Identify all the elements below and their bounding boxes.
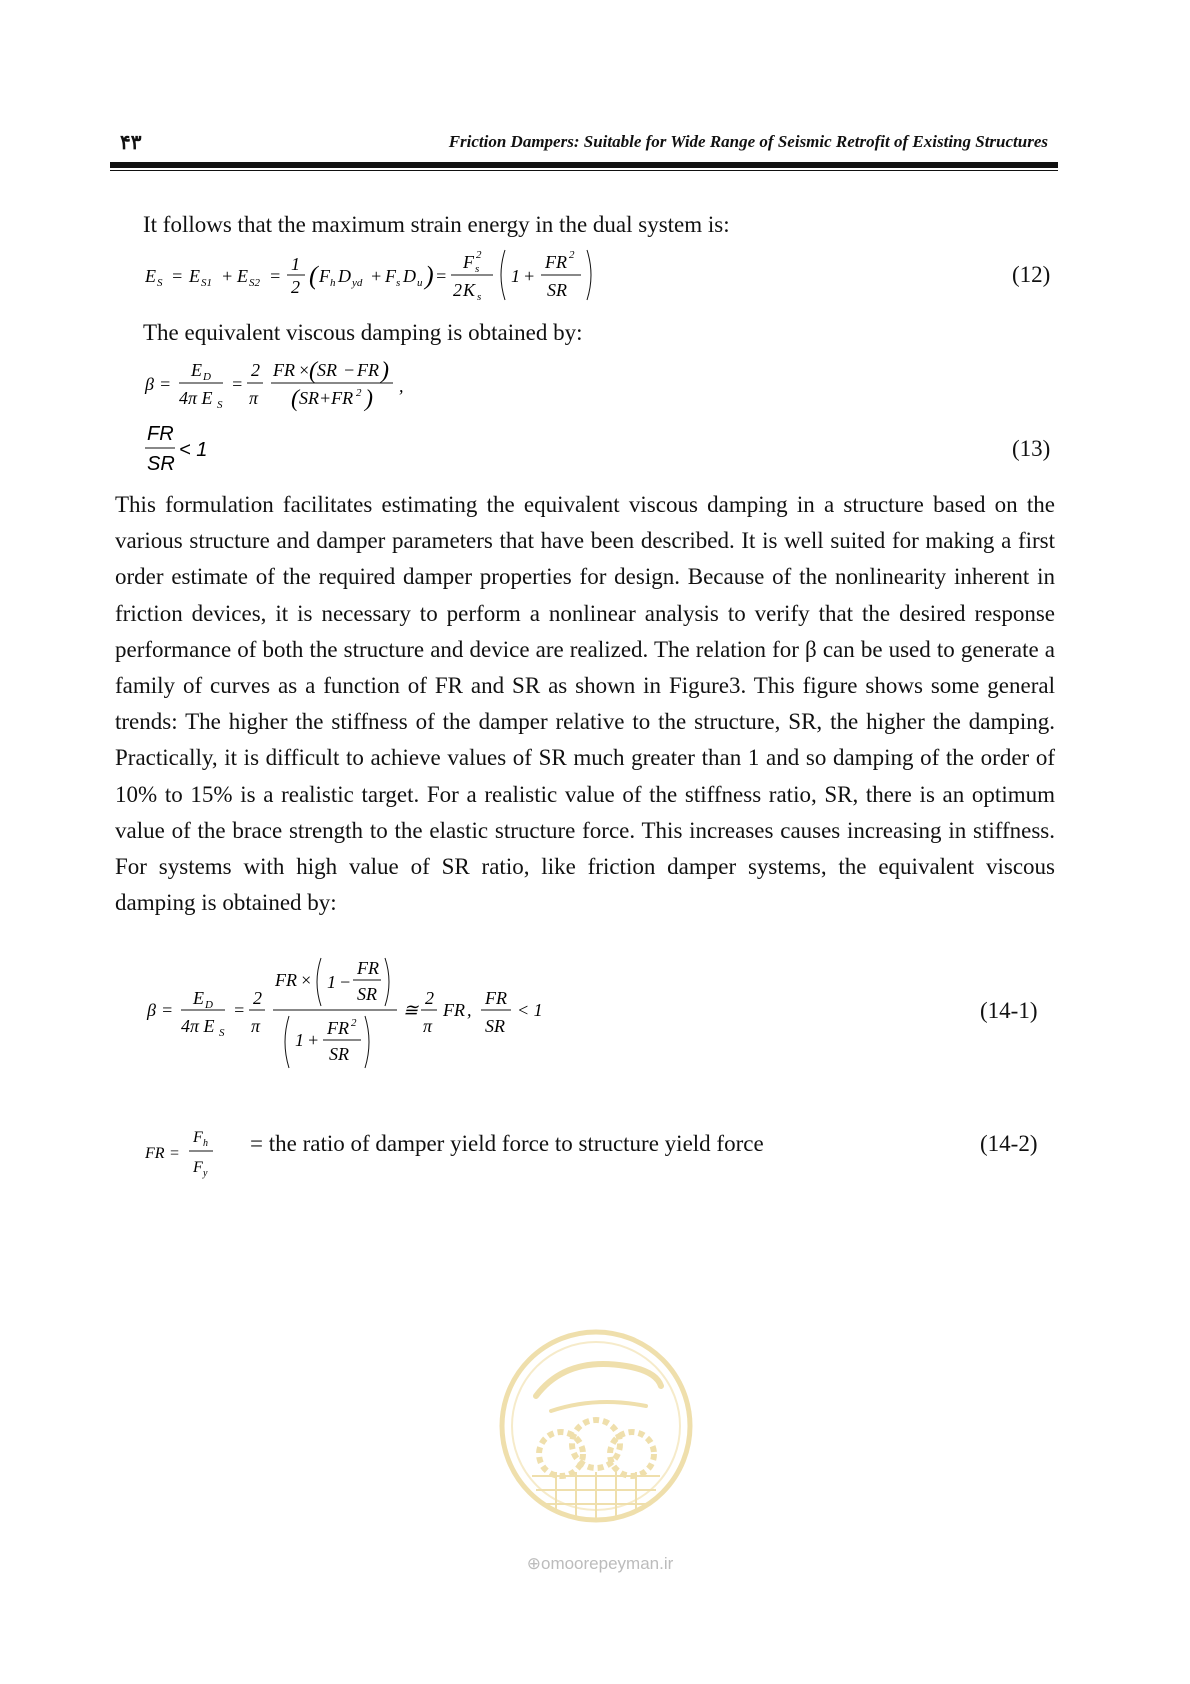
svg-text:): ) xyxy=(365,386,373,412)
svg-text:2: 2 xyxy=(251,360,260,380)
svg-text:SR: SR xyxy=(147,453,175,475)
equation-12 xyxy=(145,244,615,306)
svg-text:F: F xyxy=(319,266,330,286)
svg-text:FR: FR xyxy=(275,970,297,990)
svg-text:×: × xyxy=(300,970,313,990)
svg-text:F: F xyxy=(193,1159,203,1176)
svg-text:,: , xyxy=(467,1000,472,1020)
watermark-globe-icon: ⊕ xyxy=(526,1554,541,1573)
svg-text:FR: FR xyxy=(545,252,567,272)
svg-text:−: − xyxy=(343,360,356,380)
svg-text:E: E xyxy=(191,360,202,380)
svg-text:S2: S2 xyxy=(249,277,260,289)
svg-text:≅: ≅ xyxy=(403,1000,419,1020)
svg-text:,: , xyxy=(399,376,404,396)
svg-text:< 1: < 1 xyxy=(517,1000,543,1020)
svg-text:(: ( xyxy=(309,358,317,384)
svg-text:=: = xyxy=(231,374,244,394)
svg-text:h: h xyxy=(330,277,336,289)
strain-energy-intro: It follows that the maximum strain energy in the dual system is: xyxy=(143,212,730,237)
svg-text:2: 2 xyxy=(476,249,482,261)
header-rule-thick xyxy=(110,162,1058,168)
svg-text:1: 1 xyxy=(295,1030,304,1050)
svg-text:): ) xyxy=(381,358,389,384)
svg-text:D: D xyxy=(403,266,416,286)
svg-text:s: s xyxy=(477,291,482,303)
svg-text:+: + xyxy=(523,266,536,286)
svg-text:(: ( xyxy=(291,386,299,412)
svg-text:h: h xyxy=(203,1138,208,1149)
svg-text:β: β xyxy=(147,1000,156,1020)
svg-text:FR: FR xyxy=(443,1000,465,1020)
svg-text:2: 2 xyxy=(356,387,362,399)
watermark-logo xyxy=(496,1326,696,1526)
svg-text:(: ( xyxy=(309,261,318,290)
svg-text:4π E: 4π E xyxy=(181,1016,215,1036)
svg-text:=: = xyxy=(161,1000,174,1020)
svg-text:SR: SR xyxy=(547,280,567,300)
svg-text:S: S xyxy=(217,399,223,411)
svg-text:−: − xyxy=(339,972,352,992)
equation-14-1-number: (14-1) xyxy=(980,998,1038,1023)
svg-text:+: + xyxy=(307,1030,320,1050)
svg-text:1: 1 xyxy=(511,266,520,286)
svg-text:×: × xyxy=(298,360,311,380)
svg-text:y: y xyxy=(203,1168,208,1179)
equation-12-number: (12) xyxy=(1012,262,1051,287)
svg-text:2: 2 xyxy=(253,988,262,1008)
svg-text:S1: S1 xyxy=(201,277,212,289)
svg-text:=: = xyxy=(435,266,448,286)
svg-text:E: E xyxy=(237,266,248,286)
svg-text:S: S xyxy=(219,1027,225,1039)
equation-14-2-number: (14-2) xyxy=(980,1131,1038,1156)
svg-text:FR: FR xyxy=(273,360,295,380)
page-number: ۴۳ xyxy=(120,132,142,154)
svg-text:F: F xyxy=(193,1129,203,1146)
svg-text:π: π xyxy=(423,1016,433,1036)
watermark-site-text: ⊕omoorepeyman.ir xyxy=(526,1554,674,1573)
svg-text:=: = xyxy=(171,266,184,286)
svg-text:FR: FR xyxy=(357,360,379,380)
svg-text:+: + xyxy=(370,266,383,286)
svg-text:F: F xyxy=(463,252,474,272)
svg-text:SR: SR xyxy=(357,984,377,1004)
svg-text:SR: SR xyxy=(329,1044,349,1064)
svg-text:2: 2 xyxy=(291,277,300,297)
equation-14-2-fr xyxy=(145,1120,245,1184)
svg-text:D: D xyxy=(203,371,211,383)
equation-13-beta xyxy=(143,352,443,414)
svg-text:2: 2 xyxy=(569,249,575,261)
svg-text:=: = xyxy=(159,374,172,394)
svg-text:yd: yd xyxy=(352,277,363,289)
page-header xyxy=(110,130,1058,156)
svg-text:2: 2 xyxy=(425,988,434,1008)
svg-text:4π E: 4π E xyxy=(179,388,213,408)
svg-text:< 1: < 1 xyxy=(179,439,208,461)
header-rule-thin xyxy=(110,170,1058,171)
svg-text:π: π xyxy=(249,388,259,408)
svg-text:=: = xyxy=(233,1000,246,1020)
svg-text:K: K xyxy=(463,280,476,300)
svg-text:=: = xyxy=(169,1145,180,1162)
svg-text:SR: SR xyxy=(317,360,337,380)
svg-text:=: = xyxy=(269,266,282,286)
svg-text:D: D xyxy=(338,266,351,286)
svg-text:u: u xyxy=(417,277,423,289)
svg-text:β: β xyxy=(145,374,154,394)
equation-14-1 xyxy=(145,952,565,1072)
svg-text:FR: FR xyxy=(327,1018,349,1038)
body-paragraph: This formulation facilitates estimating the equivalent viscous damping in a structure based on the various structure and damper parameters that have been described. It is well suited for making a first order estimate of the required damper properties for design. Because of the nonlinearity inherent in friction devices, it is necessary to perform a nonlinear analysis to verify that the desired response performance of both the structure and device are realized. The relation for β can be used to generate a family of curves as a function of FR and SR as shown in Figure3. This figure shows some general trends: The higher the stiffness of the damper relative to the structure, SR, the higher the damping. Practically, it is difficult to achieve values of SR much greater than 1 and so damping of the order of 10% to 15% is a realistic target. For a realistic value of the stiffness ratio, SR, there is an optimum value of the brace strength to the elastic structure force. This increases causes increasing in stiffness. For systems with high value of SR ratio, like friction damper systems, the equivalent viscous damping is obtained by: xyxy=(115,492,1055,916)
svg-text:2: 2 xyxy=(453,280,462,300)
svg-text:FR: FR xyxy=(145,1145,165,1162)
fr-definition: = the ratio of damper yield force to structure yield force xyxy=(250,1131,764,1156)
svg-text:FR: FR xyxy=(485,988,507,1008)
svg-text:F: F xyxy=(385,266,396,286)
svg-text:s: s xyxy=(475,263,480,275)
svg-text:FR: FR xyxy=(357,958,379,978)
svg-text:E: E xyxy=(189,266,200,286)
svg-text:D: D xyxy=(205,999,213,1011)
svg-text:s: s xyxy=(396,277,401,289)
svg-text:1: 1 xyxy=(291,254,300,274)
svg-text:SR+FR: SR+FR xyxy=(299,388,354,408)
equation-13-number: (13) xyxy=(1012,436,1051,461)
svg-text:FR: FR xyxy=(147,423,174,445)
svg-text:E: E xyxy=(145,266,156,286)
svg-text:2: 2 xyxy=(351,1017,357,1029)
svg-text:+: + xyxy=(221,266,234,286)
svg-text:π: π xyxy=(251,1016,261,1036)
running-title: Friction Dampers: Suitable for Wide Range of Seismic Retrofit of Existing Structures xyxy=(448,132,1048,151)
svg-text:SR: SR xyxy=(485,1016,505,1036)
svg-text:E: E xyxy=(193,988,204,1008)
svg-text:): ) xyxy=(425,261,434,290)
damping-intro: The equivalent viscous damping is obtained by: xyxy=(143,320,583,345)
svg-text:S: S xyxy=(157,277,163,289)
equation-13-constraint xyxy=(145,420,225,480)
svg-text:1: 1 xyxy=(327,972,336,992)
